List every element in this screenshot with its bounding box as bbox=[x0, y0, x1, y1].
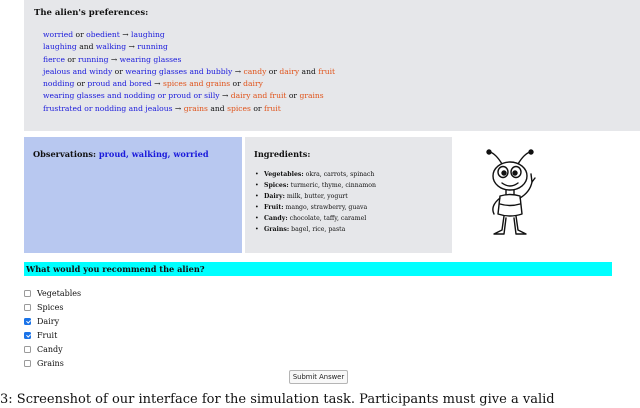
rule-term: running bbox=[137, 42, 168, 52]
option-label: Grains bbox=[37, 358, 64, 368]
options-list bbox=[24, 286, 81, 370]
ingredient-values: milk, butter, yogurt bbox=[286, 193, 348, 200]
ingredient-values: mango, strawberry, guava bbox=[285, 204, 368, 211]
checkbox[interactable] bbox=[24, 304, 31, 311]
ingredient-item bbox=[255, 191, 376, 202]
observations-values: proud, walking, worried bbox=[98, 149, 209, 159]
ingredient-category: Dairy: bbox=[264, 193, 285, 200]
rule-term: proud and bored bbox=[87, 79, 152, 89]
rule-connector: → bbox=[172, 103, 184, 113]
option-spices[interactable] bbox=[24, 300, 81, 314]
preference-rule bbox=[43, 78, 335, 90]
preference-rule bbox=[43, 54, 335, 66]
rule-term: grains bbox=[299, 91, 324, 101]
option-fruit[interactable] bbox=[24, 328, 81, 342]
question-text: What would you recommend the alien? bbox=[26, 264, 205, 274]
ingredient-category: Candy: bbox=[264, 215, 288, 222]
option-label: Vegetables bbox=[37, 288, 82, 298]
ingredients-panel bbox=[245, 137, 452, 253]
ingredient-values: okra, carrots, spinach bbox=[305, 171, 375, 178]
rule-term: walking bbox=[95, 42, 127, 52]
checkbox[interactable] bbox=[24, 318, 31, 325]
rule-connector: → bbox=[126, 42, 138, 52]
rule-connector: or bbox=[64, 54, 78, 64]
rule-term: frustrated or nodding and jealous bbox=[43, 103, 173, 113]
checkbox[interactable] bbox=[24, 360, 31, 367]
checkbox[interactable] bbox=[24, 290, 31, 297]
option-grains[interactable] bbox=[24, 356, 81, 370]
ingredient-item bbox=[255, 180, 376, 191]
rule-connector: → bbox=[219, 91, 231, 101]
figure-caption: 3: Screenshot of our interface for the simulation task. Participants must give a valid bbox=[0, 392, 555, 407]
rule-term: dairy bbox=[279, 66, 300, 76]
ingredient-category: Grains: bbox=[264, 226, 290, 233]
preference-rule bbox=[43, 90, 335, 102]
option-candy[interactable] bbox=[24, 342, 81, 356]
rule-connector: or bbox=[73, 30, 87, 39]
rule-term: spices bbox=[227, 103, 251, 113]
rule-term: worried bbox=[43, 30, 74, 39]
rule-term: candy bbox=[243, 66, 267, 76]
rule-connector: → bbox=[151, 79, 163, 89]
rule-term: grains bbox=[183, 103, 208, 113]
rule-term: spices and grains bbox=[162, 79, 231, 89]
rule-term: fruit bbox=[318, 66, 336, 76]
ingredient-category: Vegetables: bbox=[264, 171, 304, 178]
ingredient-category: Fruit: bbox=[264, 204, 284, 211]
observations-label: Observations: bbox=[33, 149, 96, 159]
rule-term: obedient bbox=[86, 30, 120, 39]
ingredients-title: Ingredients: bbox=[254, 149, 311, 159]
preference-rule bbox=[43, 66, 335, 78]
rule-connector: or bbox=[74, 79, 88, 89]
option-label: Spices bbox=[37, 302, 64, 312]
ingredient-item bbox=[255, 213, 376, 224]
rule-connector: and bbox=[76, 42, 96, 52]
ingredient-item bbox=[255, 169, 376, 180]
preference-rule bbox=[43, 41, 335, 53]
rule-term: fierce bbox=[43, 54, 65, 64]
rule-connector: → bbox=[108, 54, 120, 64]
preferences-panel bbox=[24, 0, 640, 131]
rule-term: laughing bbox=[43, 42, 77, 52]
ingredient-values: turmeric, thyme, cinnamon bbox=[290, 182, 376, 189]
option-vegetables[interactable] bbox=[24, 286, 81, 300]
submit-answer-button[interactable]: Submit Answer bbox=[289, 370, 348, 384]
preference-rule bbox=[43, 103, 335, 115]
rule-connector: or bbox=[266, 66, 280, 76]
rule-connector: or bbox=[112, 66, 126, 76]
preferences-title: The alien's preferences: bbox=[34, 8, 149, 18]
rule-term: running bbox=[77, 54, 109, 64]
rule-term: nodding bbox=[43, 79, 75, 89]
rule-connector: and bbox=[207, 103, 228, 113]
rule-connector: or bbox=[230, 79, 244, 89]
rule-term: fruit bbox=[263, 103, 281, 113]
option-label: Candy bbox=[37, 344, 63, 354]
ingredient-item bbox=[255, 202, 376, 213]
rule-term: jealous and windy bbox=[43, 66, 113, 76]
rule-connector: → bbox=[232, 66, 244, 76]
rule-connector: and bbox=[299, 66, 319, 76]
rule-term: wearing glasses and bubbly bbox=[125, 66, 233, 76]
preferences-rules bbox=[43, 29, 335, 115]
checkbox[interactable] bbox=[24, 332, 31, 339]
question-bar bbox=[24, 262, 612, 276]
rule-connector: or bbox=[250, 103, 264, 113]
observations-panel bbox=[24, 137, 242, 253]
preference-rule bbox=[43, 29, 335, 41]
option-label: Fruit bbox=[37, 330, 58, 340]
observations-text bbox=[33, 149, 209, 159]
rule-term: wearing glasses and nodding or proud or silly bbox=[43, 91, 220, 101]
rule-term: wearing glasses bbox=[119, 54, 182, 64]
rule-connector: or bbox=[286, 91, 300, 101]
option-label: Dairy bbox=[37, 316, 60, 326]
checkbox[interactable] bbox=[24, 346, 31, 353]
ingredient-item bbox=[255, 224, 376, 235]
rule-term: dairy bbox=[243, 79, 263, 89]
ingredient-values: bagel, rice, pasta bbox=[291, 226, 346, 233]
alien-cartoon-icon bbox=[478, 148, 544, 240]
ingredients-list bbox=[255, 169, 376, 235]
ingredient-category: Spices: bbox=[264, 182, 289, 189]
ingredient-values: chocolate, taffy, caramel bbox=[289, 215, 367, 222]
rule-term: laughing bbox=[131, 30, 165, 39]
option-dairy[interactable] bbox=[24, 314, 81, 328]
rule-term: dairy and fruit bbox=[230, 91, 287, 101]
rule-connector: → bbox=[119, 30, 132, 39]
